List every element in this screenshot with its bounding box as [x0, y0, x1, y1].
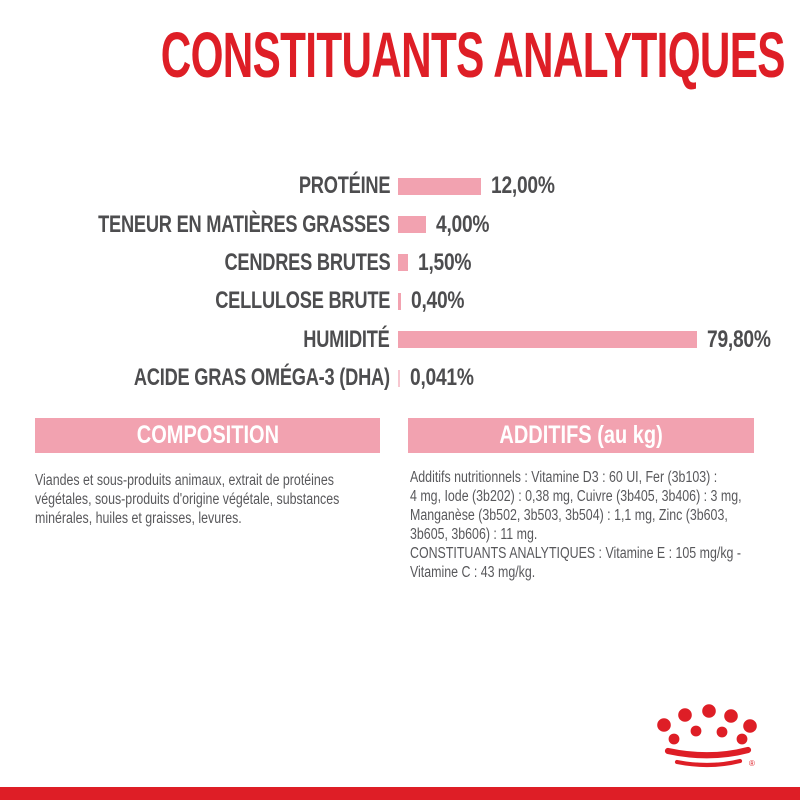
- page-title-text: CONSTITUANTS ANALYTIQUES: [160, 19, 785, 91]
- additives-section-header: [408, 418, 754, 453]
- additives-line: CONSTITUANTS ANALYTIQUES : Vitamine E : 105 mg/kg -: [410, 545, 741, 562]
- additives-line: Manganèse (3b502, 3b503, 3b504) : 1,1 mg, Zinc (3b603,: [410, 507, 728, 524]
- chart-bar: [398, 216, 426, 233]
- chart-row: [0, 282, 790, 320]
- composition-section-title: COMPOSITION: [136, 421, 279, 449]
- chart-row-label: CENDRES BRUTES: [223, 248, 390, 276]
- chart-row: [0, 321, 790, 359]
- chart-row: [0, 167, 790, 205]
- page-title: [0, 18, 800, 92]
- additives-line: 4 mg, Iode (3b202) : 0,38 mg, Cuivre (3b405, 3b406) : 3 mg,: [410, 488, 742, 505]
- chart-row-value: 0,041%: [410, 364, 474, 392]
- chart-row: [0, 244, 790, 282]
- chart-row-value: 4,00%: [435, 210, 489, 238]
- additives-section-title: ADDITIFS (au kg): [499, 421, 663, 449]
- chart-row-label: ACIDE GRAS OMÉGA-3 (DHA): [134, 364, 390, 392]
- composition-text: [35, 471, 415, 528]
- chart-bar: [398, 178, 481, 195]
- analytical-constituents-chart: [0, 167, 790, 397]
- chart-bar: [398, 370, 400, 387]
- chart-row-value: 12,00%: [491, 172, 555, 200]
- royal-canin-crown-logo: [650, 700, 765, 772]
- chart-row-label: CELLULOSE BRUTE: [215, 287, 390, 315]
- crown-icon: [650, 700, 765, 772]
- chart-bar: [398, 331, 697, 348]
- additives-line: Additifs nutritionnels : Vitamine D3 : 60 UI, Fer (3b103) :: [410, 469, 718, 486]
- chart-row-label: PROTÉINE: [298, 172, 390, 200]
- additives-text: [410, 468, 800, 582]
- composition-line: Viandes et sous-produits animaux, extrait de protéines: [35, 472, 334, 489]
- chart-row-label: HUMIDITÉ: [303, 325, 390, 353]
- composition-line: minérales, huiles et graisses, levures.: [35, 510, 242, 527]
- chart-row-value: 0,40%: [410, 287, 465, 315]
- chart-row: [0, 205, 790, 243]
- additives-line: 3b605, 3b606) : 11 mg.: [410, 526, 538, 543]
- chart-row-label: TENEUR EN MATIÈRES GRASSES: [98, 210, 390, 238]
- composition-section-header: [35, 418, 380, 453]
- composition-line: végétales, sous-produits d'origine végétale, substances: [35, 491, 340, 508]
- chart-row: [0, 359, 790, 397]
- chart-row-value: 79,80%: [707, 325, 771, 353]
- footer-red-bar: [0, 787, 800, 800]
- chart-bar: [398, 254, 408, 271]
- additives-line: Vitamine C : 43 mg/kg.: [410, 564, 536, 581]
- chart-row-value: 1,50%: [418, 248, 472, 276]
- registered-mark: ®: [749, 759, 755, 768]
